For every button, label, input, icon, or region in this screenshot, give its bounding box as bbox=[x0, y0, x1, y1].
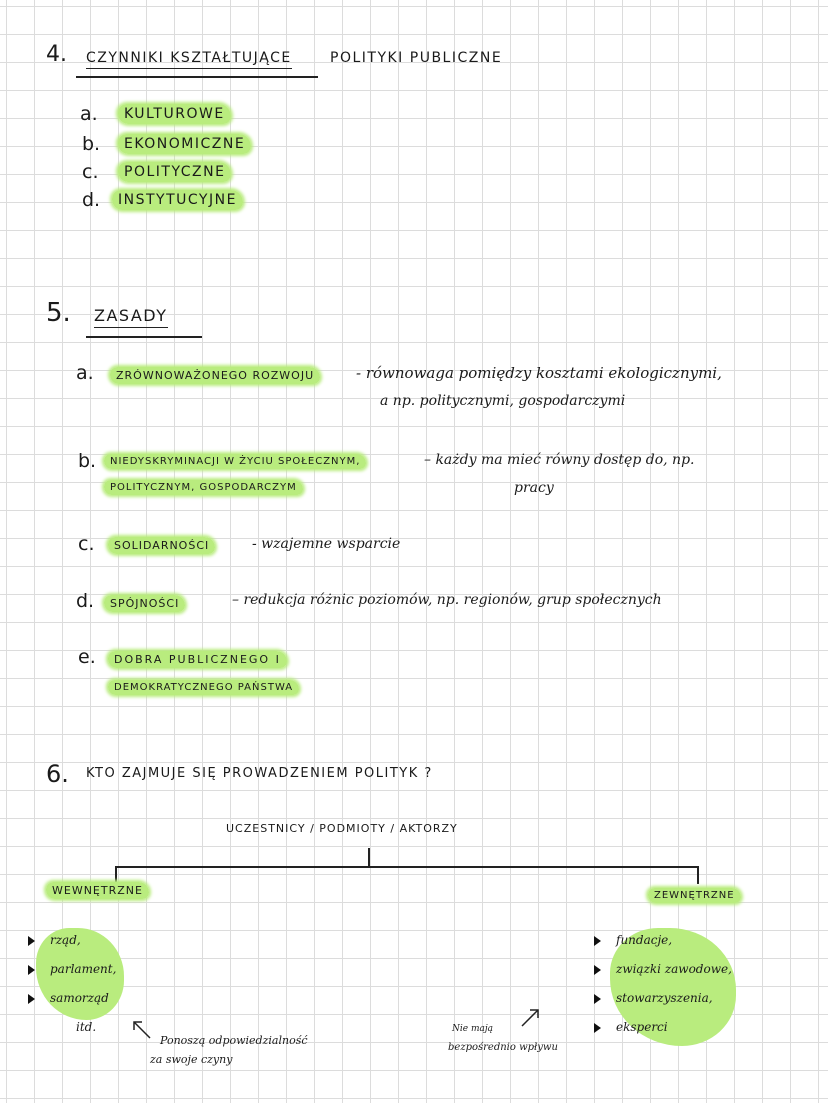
external-item-4: eksperci bbox=[616, 1020, 668, 1034]
bullet-icon bbox=[594, 965, 601, 975]
section5-item-d-term: SPÓJNOŚCI bbox=[104, 595, 185, 612]
internal-note-line2: za swoje czyny bbox=[150, 1053, 233, 1066]
internal-etc: itd. bbox=[76, 1020, 97, 1034]
section5-item-a-desc-line1: - równowaga pomiędzy kosztami ekologicznymi, bbox=[356, 364, 722, 382]
bullet-icon bbox=[28, 965, 35, 975]
arrow-up-left-icon bbox=[130, 1018, 154, 1042]
section5-number: 5. bbox=[46, 298, 71, 328]
external-item-1: fundacje, bbox=[616, 933, 673, 947]
section4-title-part2: POLITYKI PUBLICZNE bbox=[330, 50, 503, 66]
section5-item-b-term-line1: NIEDYSKRYMINACJI W ŻYCIU SPOŁECZNYM, bbox=[104, 454, 366, 469]
section4-item-d-letter: d. bbox=[82, 189, 101, 211]
section4-item-c: POLITYCZNE bbox=[118, 162, 231, 182]
section4-item-c-letter: c. bbox=[82, 161, 99, 183]
section5-item-b-letter: b. bbox=[78, 450, 97, 472]
bullet-icon bbox=[28, 994, 35, 1004]
section4-item-b: EKONOMICZNE bbox=[118, 134, 251, 154]
bullet-icon bbox=[594, 1023, 601, 1033]
section5-item-c-desc: - wzajemne wsparcie bbox=[252, 536, 401, 552]
section5-item-a-term: ZRÓWNOWAŻONEGO ROZWOJU bbox=[110, 367, 320, 384]
section5-item-c-term: SOLIDARNOŚCI bbox=[108, 537, 215, 554]
internal-label: WEWNĘTRZNE bbox=[46, 882, 149, 899]
section5-item-e-term-line2: DEMOKRATYCZNEGO PAŃSTWA bbox=[108, 680, 299, 695]
section5-title-double-underline bbox=[86, 336, 202, 338]
section6-number: 6. bbox=[46, 760, 69, 788]
tree-branch-right bbox=[697, 866, 699, 884]
section5-item-b-desc-line1: – każdy ma mieć równy dostęp do, np. bbox=[424, 452, 695, 468]
arrow-up-right-icon bbox=[518, 1006, 542, 1030]
section4-item-b-letter: b. bbox=[82, 133, 101, 155]
section5-item-b-term-line2: POLITYCZNYM, GOSPODARCZYM bbox=[104, 480, 303, 495]
internal-item-3: samorząd bbox=[50, 991, 109, 1005]
internal-item-1: rząd, bbox=[50, 933, 81, 947]
section6-title: KTO ZAJMUJE SIĘ PROWADZENIEM POLITYK ? bbox=[86, 766, 433, 781]
tree-branch-horizontal bbox=[115, 866, 699, 868]
internal-note-line1: Ponoszą odpowiedzialność bbox=[160, 1034, 308, 1047]
section4-item-a: KULTUROWE bbox=[118, 104, 231, 124]
section5-item-a-letter: a. bbox=[76, 362, 94, 384]
section5-item-d-letter: d. bbox=[76, 590, 95, 612]
section5-item-e-letter: e. bbox=[78, 646, 96, 668]
section5-item-d-desc: – redukcja różnic poziomów, np. regionów, grup społecznych bbox=[232, 592, 662, 608]
section5-item-e-term-line1: DOBRA PUBLICZNEGO I bbox=[108, 651, 287, 668]
tree-root-stem bbox=[368, 848, 370, 866]
bullet-icon bbox=[28, 936, 35, 946]
section5-item-b-desc-line2: pracy bbox=[514, 480, 554, 496]
internal-item-2: parlament, bbox=[50, 962, 117, 976]
external-item-2: związki zawodowe, bbox=[616, 962, 732, 976]
section5-item-a-desc-line2: a np. politycznymi, gospodarczymi bbox=[380, 393, 626, 409]
section4-item-d: INSTYTUCYJNE bbox=[112, 190, 243, 210]
external-label: ZEWNĘTRZNE bbox=[648, 888, 741, 903]
external-note-line2: bezpośrednio wpływu bbox=[448, 1042, 558, 1053]
external-note-line1: Nie mają bbox=[452, 1024, 493, 1034]
bullet-icon bbox=[594, 994, 601, 1004]
bullet-icon bbox=[594, 936, 601, 946]
section5-title: ZASADY bbox=[94, 306, 168, 328]
section4-title-part1: CZYNNIKI KSZTAŁTUJĄCE bbox=[86, 50, 292, 69]
tree-branch-left bbox=[115, 866, 117, 882]
tree-root-label: UCZESTNICY / PODMIOTY / AKTORZY bbox=[226, 822, 458, 835]
section4-title-double-underline bbox=[76, 76, 318, 78]
external-item-3: stowarzyszenia, bbox=[616, 991, 713, 1005]
section5-item-c-letter: c. bbox=[78, 533, 95, 555]
section4-item-a-letter: a. bbox=[80, 103, 98, 125]
section4-number: 4. bbox=[46, 42, 67, 67]
